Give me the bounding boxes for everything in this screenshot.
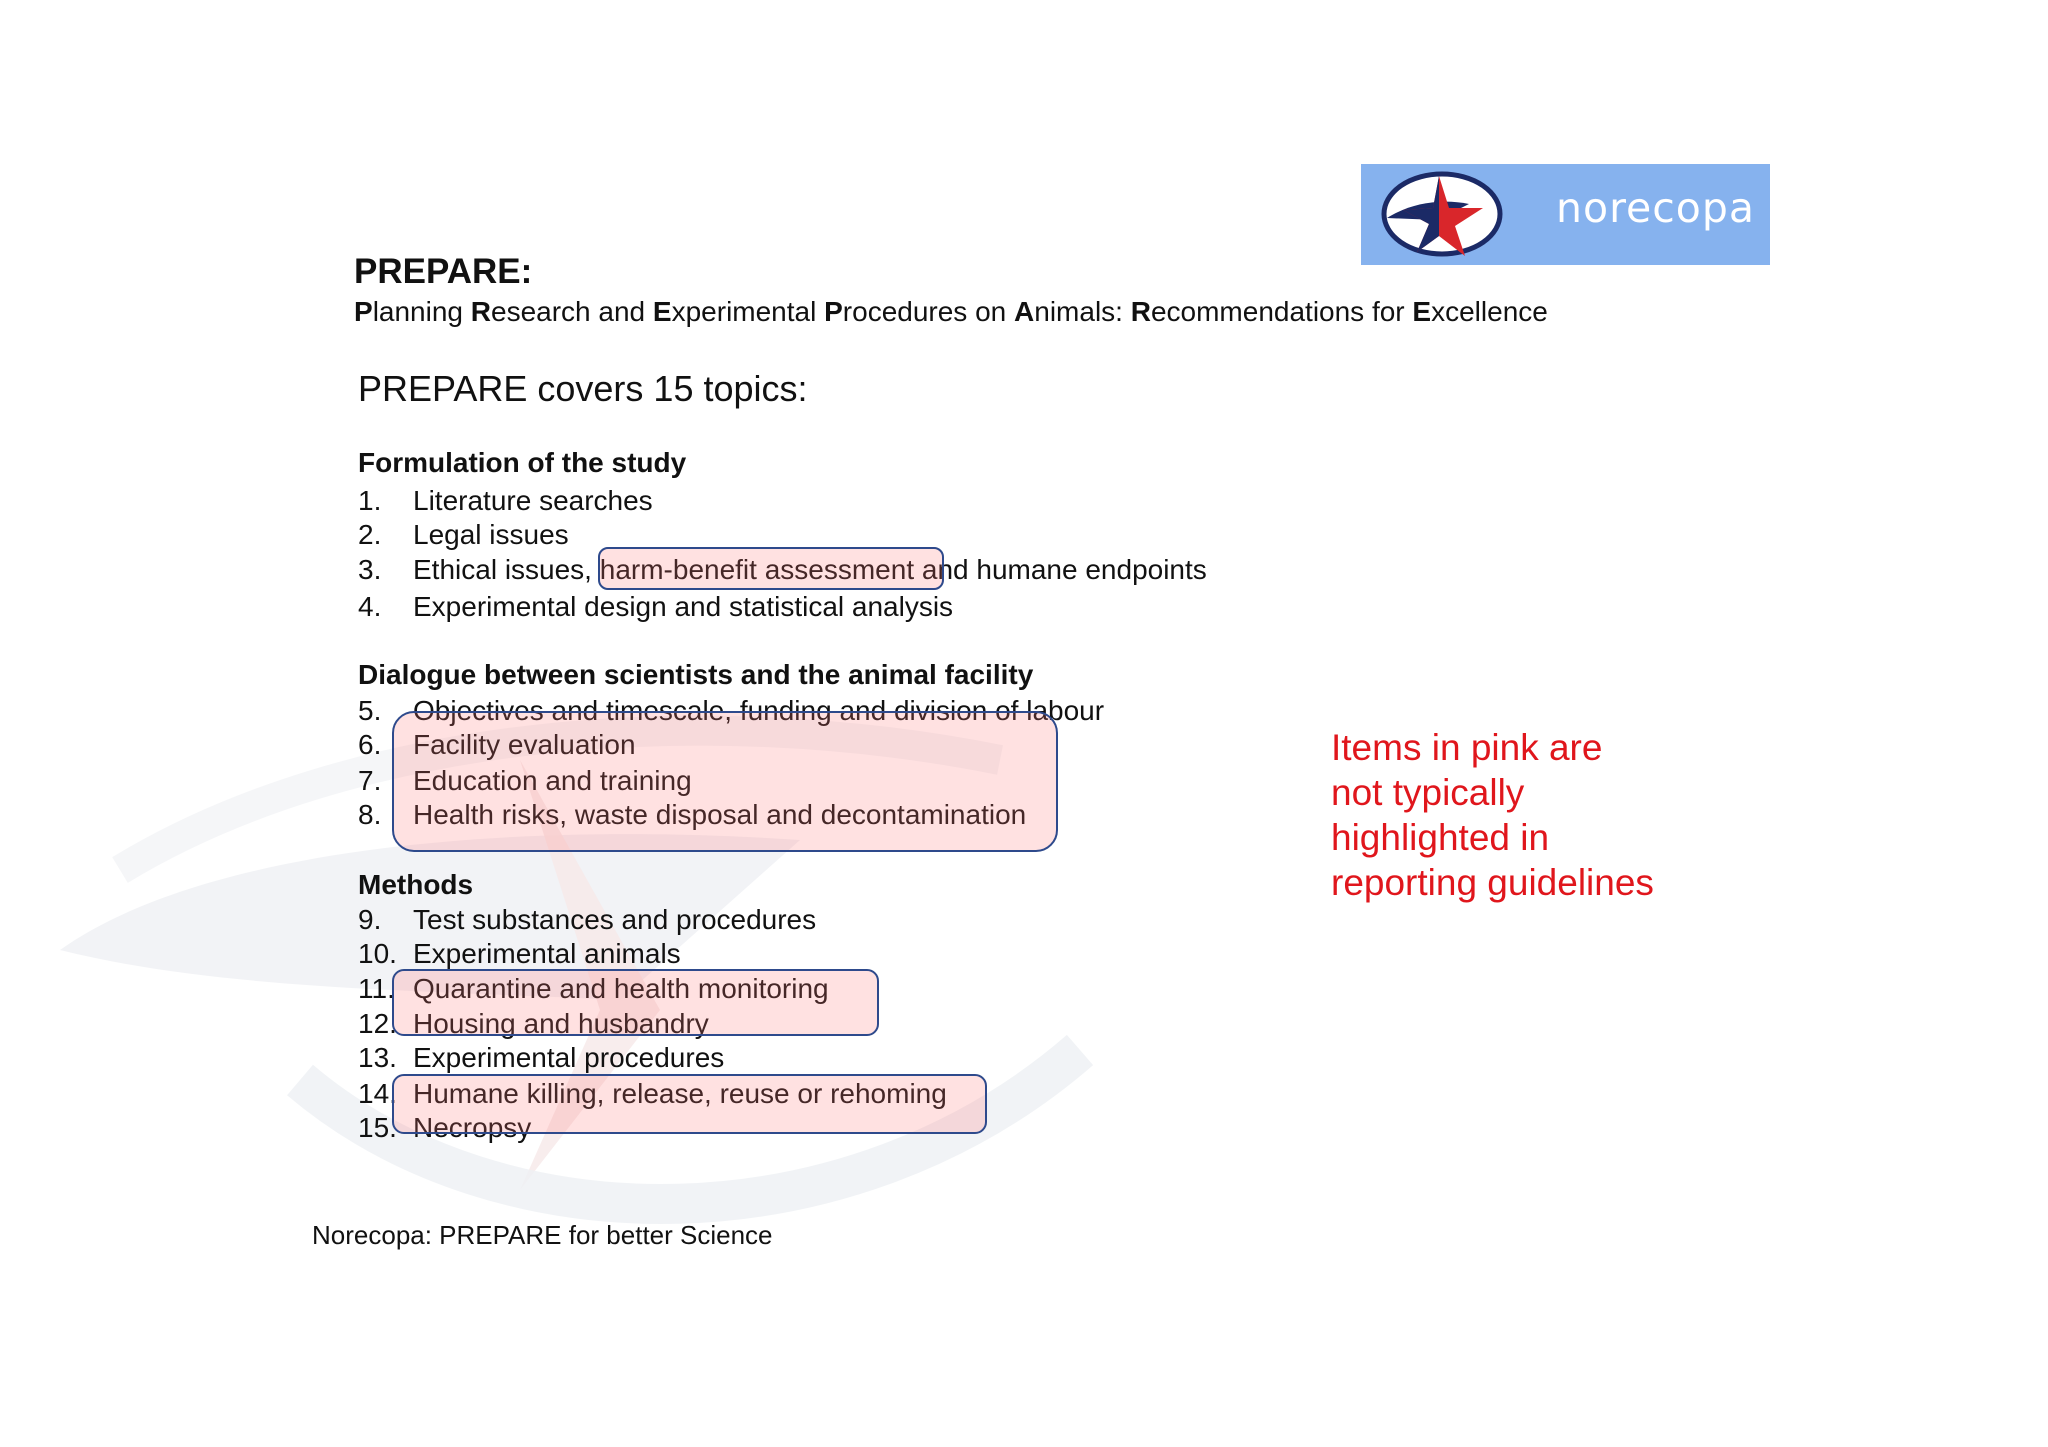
list-item: 13. Experimental procedures bbox=[358, 1042, 725, 1073]
list-item: 2. Legal issues bbox=[358, 519, 569, 550]
page-title: PREPARE: bbox=[354, 252, 533, 291]
section-heading-formulation: Formulation of the study bbox=[358, 447, 687, 478]
subtitle-initial: E bbox=[1412, 296, 1432, 327]
topics-heading: PREPARE covers 15 topics: bbox=[358, 368, 808, 409]
norecopa-star-logo-icon bbox=[1379, 168, 1505, 260]
subtitle-word: xcellence bbox=[1431, 296, 1548, 327]
highlight-box-dialogue-items bbox=[392, 711, 1058, 852]
subtitle-word: esearch and bbox=[491, 296, 653, 327]
subtitle-initial: R bbox=[1130, 296, 1151, 327]
subtitle-initial: P bbox=[824, 296, 843, 327]
list-item: 14. Humane killing, release, reuse or rehoming bbox=[358, 1078, 947, 1109]
highlight-box-harm-benefit bbox=[598, 547, 944, 590]
norecopa-logo bbox=[1361, 164, 1770, 265]
pink-items-note: Items in pink are not typically highlighted in reporting guidelines bbox=[1331, 727, 1654, 903]
list-item: 15. Necropsy bbox=[358, 1112, 532, 1143]
slide-footer: Norecopa: PREPARE for better Science bbox=[312, 1220, 773, 1250]
list-item: 4. Experimental design and statistical analysis bbox=[358, 591, 954, 622]
subtitle-word: lanning bbox=[372, 296, 471, 327]
list-item: 12. Housing and husbandry bbox=[358, 1008, 709, 1039]
highlight-box-humane-killing bbox=[392, 1074, 987, 1134]
subtitle-word: ecommendations for bbox=[1150, 296, 1413, 327]
list-item: 1. Literature searches bbox=[358, 485, 653, 516]
subtitle-word: rocedures on bbox=[842, 296, 1015, 327]
highlight-box-quarantine-housing bbox=[392, 969, 879, 1036]
list-item: 7. Education and training bbox=[358, 765, 692, 796]
section-heading-methods: Methods bbox=[358, 869, 474, 900]
highlighted-phrase: harm-benefit assessment bbox=[591, 554, 922, 585]
subtitle-word: nimals: bbox=[1034, 296, 1131, 327]
list-item: 3. Ethical issues, harm-benefit assessment and humane endpoints bbox=[358, 554, 1207, 585]
subtitle-word: xperimental bbox=[671, 296, 825, 327]
list-item: 11. Quarantine and health monitoring bbox=[358, 973, 829, 1004]
page-subtitle bbox=[354, 296, 1548, 328]
list-item: 8. Health risks, waste disposal and decontamination bbox=[358, 799, 1027, 830]
list-item: 10. Experimental animals bbox=[358, 938, 681, 969]
subtitle-initial: P bbox=[354, 296, 373, 327]
list-item: 5. Objectives and timescale, funding and division of labour bbox=[358, 695, 1105, 726]
list-item: 9. Test substances and procedures bbox=[358, 904, 817, 935]
list-item: 6. Facility evaluation bbox=[358, 729, 636, 760]
logo-text: norecopa bbox=[1556, 184, 1756, 232]
section-heading-dialogue: Dialogue between scientists and the animal facility bbox=[358, 659, 1034, 690]
subtitle-initial: R bbox=[470, 296, 492, 327]
subtitle-initial: E bbox=[652, 296, 672, 327]
subtitle-initial: A bbox=[1014, 296, 1035, 327]
